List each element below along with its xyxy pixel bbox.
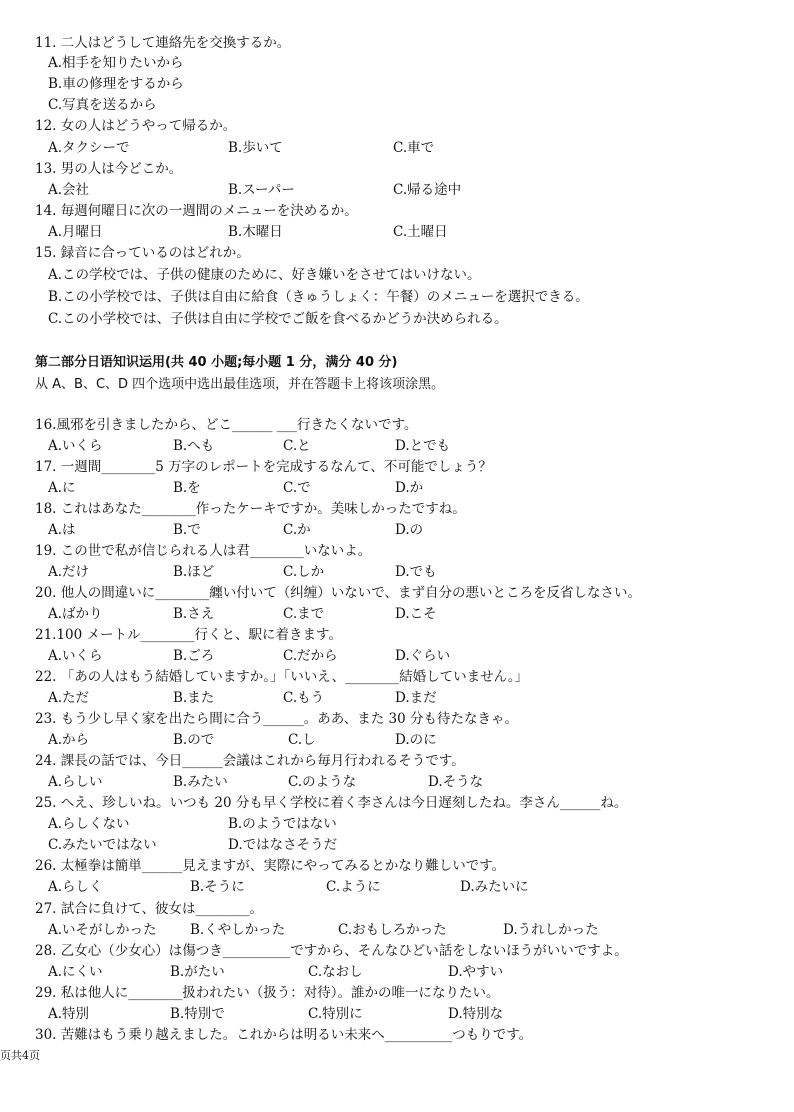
question-29-option-d: D.特別な (448, 1006, 504, 1022)
question-18-option-d: D.の (395, 522, 424, 538)
question-15-option-c: C.この小学校では、子供は自由に学校でご飯を食べるかどうか決められる。 (48, 311, 508, 327)
question-25-stem: 25. へえ、珍しいね。いつも 20 分も早く学校に着く李さんは今日遅刻したね。李さん______ね。 (35, 795, 628, 811)
question-19-option-b: B.ほど (173, 564, 215, 580)
question-15-option-b: B.この小学校では、子供は自由に給食（きゅうしょく：午餐）のメニューを選択できる。 (48, 289, 589, 305)
question-21-option-a: A.いくら (48, 648, 103, 664)
question-26-option-a: A.らしく (48, 879, 103, 895)
question-28-stem: 28. 乙女心（少女心）は傷つき__________ですから、そんなひどい話をしないほうがいいですよ。 (35, 943, 628, 959)
question-15-stem: 15. 録音に合っているのはどれか。 (35, 245, 250, 261)
question-18-option-a: A.は (48, 522, 76, 538)
question-20-option-d: D.こそ (395, 606, 437, 622)
question-24-option-c: C.のような (288, 774, 357, 790)
question-11-option-c: C.写真を送るから (48, 97, 157, 113)
question-22-stem: 22. 「あの人はもう結婚していますか。」「いいえ、________結婚していません。」 (35, 669, 529, 685)
question-23-stem: 23. もう少し早く家を出たら間に合う______。ああ、また 30 分も待たなきゃ。 (35, 711, 518, 727)
question-14-option-a: A.月曜日 (48, 224, 103, 240)
question-30-stem: 30. 苦難はもう乗り越えました。これからは明るい未来へ__________つもりです。 (35, 1027, 533, 1043)
question-17-option-c: C.で (283, 480, 311, 496)
question-24-option-d: D.そうな (428, 774, 484, 790)
question-20-option-c: C.まで (283, 606, 325, 622)
question-28-option-b: B.がたい (170, 964, 225, 980)
question-28-option-a: A.にくい (48, 964, 103, 980)
question-18-option-c: C.か (283, 522, 311, 538)
question-21-option-b: B.ごろ (173, 648, 215, 664)
question-17-option-b: B.を (173, 480, 201, 496)
question-16-option-b: B.へも (173, 438, 215, 454)
question-27-option-c: C.おもしろかった (338, 922, 447, 938)
question-16-stem: 16.風邪を引きましたから、どこ______ ___行きたくないです。 (35, 417, 418, 433)
question-16-option-c: C.と (283, 438, 311, 454)
question-12-option-a: A.タクシーで (48, 140, 130, 156)
question-19-option-c: C.しか (283, 564, 325, 580)
question-22-option-b: B.また (173, 690, 215, 706)
question-24-option-a: A.らしい (48, 774, 103, 790)
question-12-stem: 12. 女の人はどうやって帰るか。 (35, 118, 237, 134)
question-23-option-c: C.し (288, 732, 316, 748)
question-11-stem: 11. 二人はどうして連絡先を交換するか。 (35, 35, 291, 51)
question-28-option-d: D.やすい (448, 964, 504, 980)
question-22-option-d: D.まだ (395, 690, 437, 706)
question-17-stem: 17. 一週間________5 万字のレポートを完成するなんて、不可能でしょう？ (35, 459, 492, 475)
question-29-stem: 29. 私は他人に________扱われたい（扱う：对待）。誰かの唯一になりたい。 (35, 985, 500, 1001)
question-17-option-d: D.か (395, 480, 424, 496)
question-16-option-d: D.とでも (395, 438, 451, 454)
question-11-option-b: B.車の修理をするから (48, 76, 184, 92)
question-12-option-b: B.歩いて (228, 140, 283, 156)
question-22-option-a: A.ただ (48, 690, 90, 706)
question-29-option-c: C.特別に (308, 1006, 363, 1022)
question-21-option-d: D.ぐらい (395, 648, 451, 664)
question-11-option-a: A.相手を知りたいから (48, 55, 184, 71)
question-27-stem: 27. 試合に負けて、彼女は________。 (35, 901, 263, 917)
question-25-option-b: B.のようではない (228, 816, 337, 832)
question-25-option-a: A.らしくない (48, 816, 130, 832)
question-29-option-b: B.特別で (170, 1006, 225, 1022)
question-24-stem: 24. 課長の話では、今日______会議はこれから毎月行われるそうです。 (35, 753, 465, 769)
question-27-option-b: B.くやしかった (190, 922, 286, 938)
question-20-stem: 20. 他人の間違いに________纏い付いて（纠缠）いないで、まず自分の悪いところを反省しなさい。 (35, 585, 641, 601)
question-26-option-b: B.そうに (190, 879, 245, 895)
question-23-option-d: D.のに (395, 732, 437, 748)
question-18-stem: 18. これはあなた________作ったケーキですか。美味しかったですね。 (35, 501, 466, 517)
question-15-option-a: A.この学校では、子供の健康のために、好き嫌いをさせてはいけない。 (48, 267, 481, 283)
section-2-title: 第二部分日语知识运用(共 40 小题;每小题 1 分，满分 40 分) (35, 355, 398, 370)
question-22-option-c: C.もう (283, 690, 325, 706)
section-2-instruction: 从 A、B、C、D 四个选项中选出最佳选项，并在答题卡上将该项涂黑。 (35, 377, 445, 392)
question-21-option-c: C.だから (283, 648, 338, 664)
question-17-option-a: A.に (48, 480, 76, 496)
question-13-option-b: B.スーパー (228, 182, 295, 198)
question-19-option-d: D.でも (395, 564, 437, 580)
question-19-option-a: A.だけ (48, 564, 90, 580)
page-number: 页共4页 (0, 1049, 40, 1062)
question-14-stem: 14. 毎週何曜日に次の一週間のメニューを決めるか。 (35, 203, 358, 219)
question-25-option-c: C.みたいではない (48, 837, 157, 853)
question-14-option-b: B.木曜日 (228, 224, 283, 240)
question-16-option-a: A.いくら (48, 438, 103, 454)
question-13-option-a: A.会社 (48, 182, 90, 198)
question-13-stem: 13. 男の人は今どこか。 (35, 161, 183, 177)
question-27-option-d: D.うれしかった (503, 922, 599, 938)
question-25-option-d: D.ではなさそうだ (228, 837, 338, 853)
question-14-option-c: C.土曜日 (393, 224, 448, 240)
question-19-stem: 19. この世で私が信じられる人は君________いないよ。 (35, 543, 372, 559)
question-27-option-a: A.いそがしかった (48, 922, 157, 938)
question-13-option-c: C.帰る途中 (393, 182, 462, 198)
question-28-option-c: C.なおし (308, 964, 363, 980)
question-26-stem: 26. 太極拳は簡単______見えますが、実際にやってみるとかなり難しいです。 (35, 858, 506, 874)
question-26-option-c: C.ように (326, 879, 381, 895)
question-26-option-d: D.みたいに (460, 879, 529, 895)
question-29-option-a: A.特別 (48, 1006, 90, 1022)
question-23-option-b: B.ので (173, 732, 215, 748)
question-23-option-a: A.から (48, 732, 90, 748)
question-20-option-b: B.さえ (173, 606, 215, 622)
question-21-stem: 21.100 メートル________行くと、駅に着きます。 (35, 627, 342, 643)
question-18-option-b: B.で (173, 522, 201, 538)
question-24-option-b: B.みたい (173, 774, 228, 790)
question-20-option-a: A.ばかり (48, 606, 103, 622)
question-12-option-c: C.車で (393, 140, 435, 156)
